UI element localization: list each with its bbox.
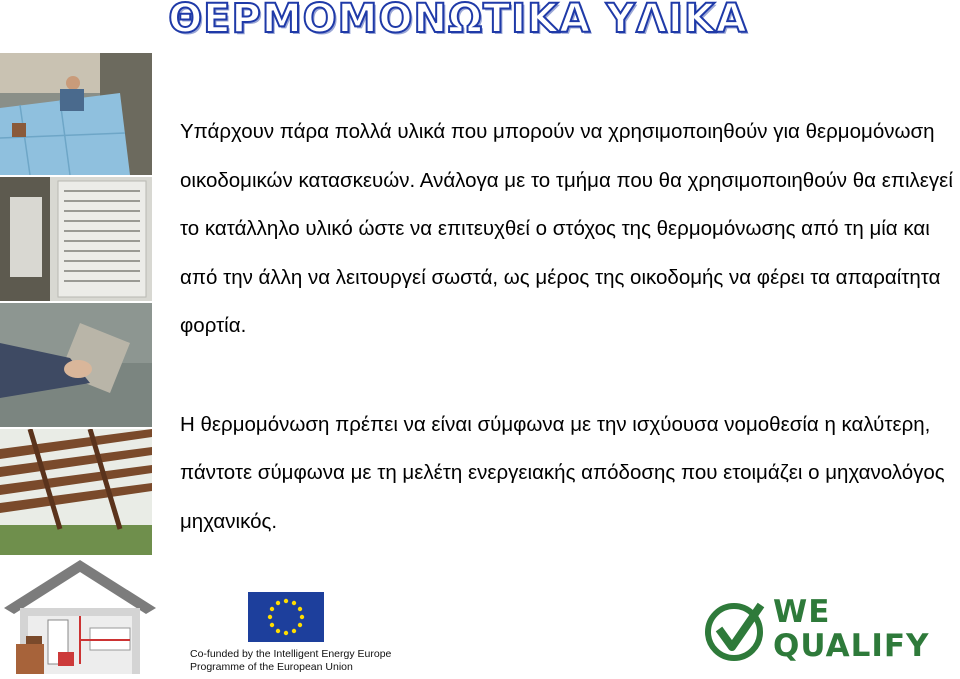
photo-insulation-boards [0, 53, 152, 175]
main-content [180, 108, 956, 546]
paragraph-materials: Υπάρχουν πάρα πολλά υλικά που μπορούν να χρησιμοποιηθούν για θερμομόνωση οικοδομικών κατασκευών. Ανάλογα με το τμήμα που θα χρησιμοποιηθούν θα επιλεγεί το κατάλληλο υλικό ώστε να επιτευχθεί ο στόχος της θερμομόνωσης από τη μία και από την άλλη να λειτουργεί σωστά, ως μέρος της οικοδομής να φέρει τα απαραίτητα φορτία. [180, 120, 953, 337]
photo-pergola [0, 429, 152, 555]
house-icon [0, 556, 160, 679]
photo-plastering [0, 303, 152, 427]
logo-line-we: WE [773, 594, 831, 630]
eu-cofunding-note [190, 648, 391, 674]
eu-note-line2: Programme of the European Union [190, 661, 353, 673]
we-qualify-logo [773, 595, 929, 663]
paragraph-legislation: Η θερμομόνωση πρέπει να είναι σύμφωνα με την ισχύουσα νομοθεσία η καλύτερη, πάντοτε σύμφωνα με τη μελέτη ενεργειακής απόδοσης που ετοιμάζει ο μηχανολόγος μηχανικός. [180, 412, 945, 533]
eu-flag-icon [248, 592, 324, 647]
logo-line-qualify: QUALIFY [773, 628, 930, 664]
eu-note-line1: Co-funded by the Intelligent Energy Europe [190, 648, 392, 660]
page-title: ΘΕΡΜΟΜΟΝΩΤΙΚΑ ΥΛΙΚΑ [168, 0, 748, 42]
photo-shutters [0, 177, 152, 301]
checkmark-icon [703, 601, 769, 668]
